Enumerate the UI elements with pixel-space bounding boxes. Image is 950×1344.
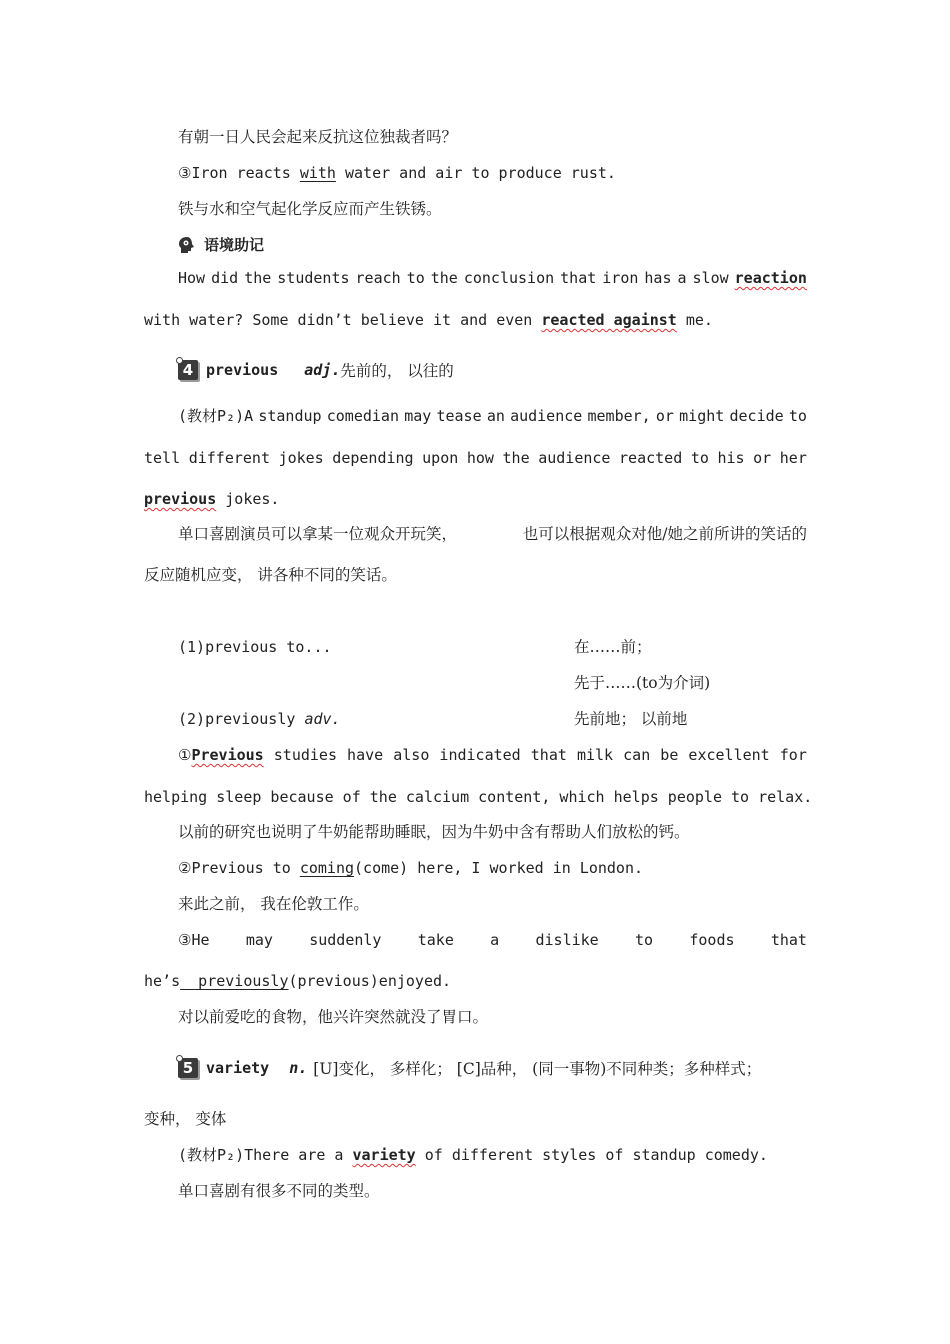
phrase-item: (2)previously adv.	[178, 710, 341, 728]
phrase-item: (1)previous to...	[178, 638, 332, 656]
word: take	[417, 931, 454, 949]
word: that	[770, 931, 807, 949]
translation-line: 有朝一日人民会起来反抗这位独裁者吗？	[178, 128, 458, 146]
word: conclusion	[463, 269, 555, 287]
headword: previous	[206, 361, 279, 379]
word: also	[393, 746, 430, 764]
word: milk	[576, 746, 614, 764]
word: a	[490, 931, 500, 949]
word: iron	[602, 269, 639, 287]
word: excellent	[688, 746, 770, 764]
word: the	[430, 269, 458, 287]
phrase-meaning: 在……前；	[574, 638, 652, 656]
entry-number-badge: 4	[178, 360, 198, 380]
memo-header	[178, 234, 264, 255]
translation-line: 对以前爱吃的食物，他兴许突然就没了胃口。	[178, 1008, 489, 1026]
highlight-phrase: reacted against	[541, 311, 677, 329]
word: have	[347, 746, 384, 764]
source-sentence-line	[144, 448, 807, 468]
word: slow	[692, 269, 729, 287]
word: the	[502, 449, 530, 467]
word: audience	[538, 449, 611, 467]
highlight-word: previous	[144, 490, 217, 508]
entry-number-badge: 5	[178, 1058, 198, 1078]
word: reacted	[619, 449, 683, 467]
translation-line: 反应随机应变， 讲各种不同的笑话。	[144, 566, 397, 584]
highlight-word: Previous	[191, 746, 264, 764]
headword-meaning: [U]变化， 多样化； [C]品种， (同一事物)不同种类；多种样式；	[313, 1060, 762, 1078]
word: jokes	[278, 449, 324, 467]
word: to	[690, 449, 709, 467]
word: students	[277, 269, 350, 287]
word: member,	[587, 407, 651, 425]
head-brain-icon	[178, 236, 196, 254]
word: or	[753, 449, 772, 467]
word: comedian	[326, 407, 399, 425]
part-of-speech: n.	[289, 1059, 308, 1077]
word: 单口喜剧演员可以拿某一位观众开玩笑，	[178, 525, 458, 543]
highlight-word: reaction	[734, 269, 807, 287]
example-sentence: ②Previous to coming(come) here, I worked in London.	[178, 859, 643, 877]
example-sentence-line: he’s previously(previous)enjoyed.	[144, 972, 452, 990]
word: that	[530, 746, 567, 764]
word: ③He	[178, 931, 210, 949]
example-sentence-line	[178, 745, 807, 765]
word: his	[717, 449, 745, 467]
word: indicated	[439, 746, 521, 764]
word: 也可以根据观众对他/她之前所讲的笑话的	[522, 525, 807, 543]
example-sentence-line	[178, 930, 807, 950]
word: different	[188, 449, 270, 467]
word: suddenly	[309, 931, 382, 949]
phrase-meaning: 先于……(to为介词)	[574, 674, 711, 692]
entry-header	[178, 359, 454, 381]
translation-line: 以前的研究也说明了牛奶能帮助睡眠，因为牛奶中含有帮助人们放松的钙。	[178, 823, 690, 841]
word: foods	[689, 931, 735, 949]
word: standup	[258, 407, 322, 425]
word: the	[244, 269, 272, 287]
memo-label: 语境助记	[204, 236, 265, 254]
word: to	[635, 931, 654, 949]
word: a	[677, 269, 687, 287]
answer-blank: previously	[180, 972, 289, 990]
headword-meaning-cont: 变种， 变体	[144, 1110, 227, 1128]
headword-meaning: 先前的， 以往的	[340, 362, 454, 380]
translation-line: 铁与水和空气起化学反应而产生铁锈。	[178, 200, 442, 218]
part-of-speech: adj.	[304, 361, 341, 379]
entry-header	[178, 1057, 798, 1079]
translation-line	[178, 524, 807, 544]
word: studies	[273, 746, 337, 764]
word: dislike	[535, 931, 599, 949]
memo-sentence-line	[178, 268, 807, 288]
memo-sentence-line: with water? Some didn’t believe it and even reacted against me.	[144, 311, 713, 329]
example-sentence-line: helping sleep because of the calcium content, which helps people to relax.	[144, 788, 813, 806]
headword: variety	[206, 1059, 270, 1077]
phrase-meaning: 先前地； 以前地	[574, 710, 688, 728]
source-sentence-line	[178, 406, 807, 426]
word: How	[178, 269, 206, 287]
word: tease	[436, 407, 482, 425]
word: might	[679, 407, 725, 425]
word: reach	[355, 269, 401, 287]
example-sentence: ③Iron reacts with water and air to produce rust.	[178, 164, 616, 182]
word: upon	[422, 449, 459, 467]
word: be	[660, 746, 679, 764]
word: that	[560, 269, 597, 287]
word: may	[404, 407, 432, 425]
source-sentence-line: previous jokes.	[144, 490, 280, 508]
answer-blank: with	[299, 164, 336, 182]
word: did	[211, 269, 239, 287]
answer-blank: coming	[299, 859, 355, 877]
word: decide	[729, 407, 784, 425]
source-sentence: (教材P₂)There are a variety of different styles of standup comedy.	[178, 1146, 768, 1164]
word: has	[644, 269, 672, 287]
word: or	[655, 407, 674, 425]
word: her	[779, 449, 807, 467]
word: for	[779, 746, 807, 764]
word: can	[623, 746, 651, 764]
translation-line: 来此之前， 我在伦敦工作。	[178, 895, 369, 913]
word	[178, 745, 264, 765]
word: tell	[144, 449, 181, 467]
word: audience	[510, 407, 583, 425]
word: how	[466, 449, 494, 467]
word: to	[406, 269, 425, 287]
word: may	[245, 931, 273, 949]
word: to	[788, 407, 807, 425]
word: (教材P₂)A	[178, 407, 254, 425]
word: an	[486, 407, 505, 425]
highlight-word: variety	[352, 1146, 416, 1164]
example-number: ①	[178, 746, 192, 764]
translation-line: 单口喜剧有很多不同的类型。	[178, 1182, 380, 1200]
word: depending	[332, 449, 414, 467]
